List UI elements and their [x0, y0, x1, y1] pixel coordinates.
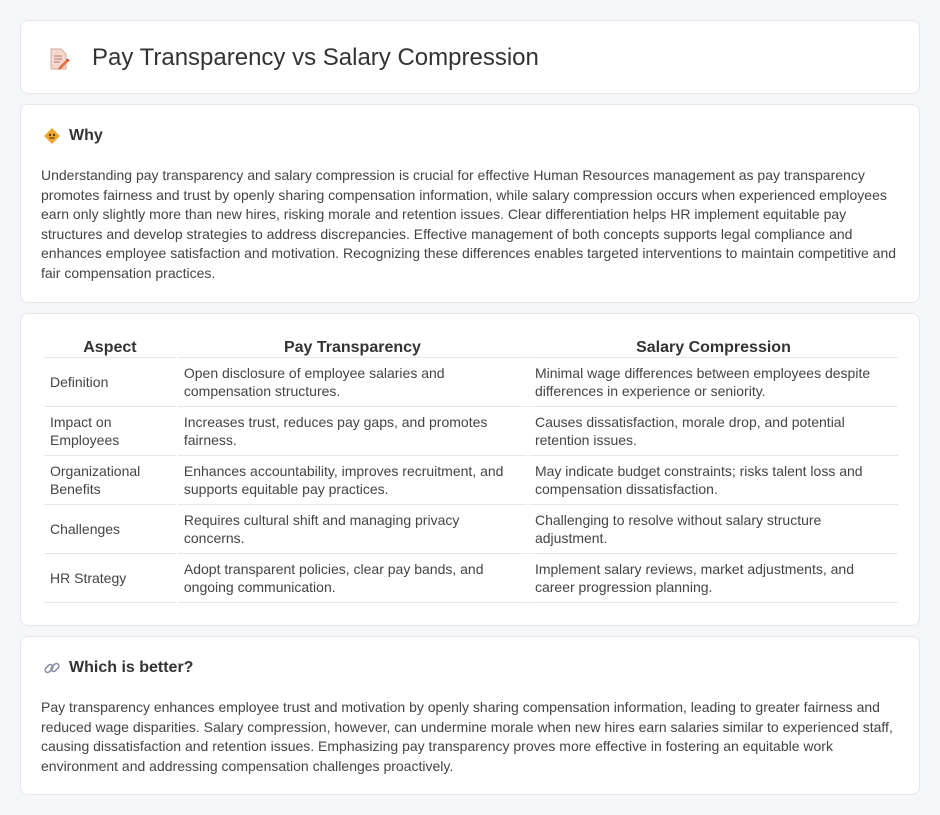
pay-transparency-cell: Increases trust, reduces pay gaps, and promotes fairness. [178, 407, 527, 456]
why-section [20, 104, 920, 303]
table-row [44, 456, 898, 505]
table-header-row [44, 336, 898, 358]
salary-compression-cell: May indicate budget constraints; risks talent loss and compensation dissatisfaction. [529, 456, 898, 505]
salary-compression-cell: Minimal wage differences between employees despite differences in experience or seniority. [529, 358, 898, 407]
comparison-card [20, 313, 920, 626]
aspect-cell: Definition [44, 358, 176, 407]
table-row [44, 407, 898, 456]
pay-transparency-cell: Requires cultural shift and managing privacy concerns. [178, 505, 527, 554]
which-is-better-section [20, 636, 920, 795]
link-icon [43, 659, 61, 677]
aspect-cell: Challenges [44, 505, 176, 554]
salary-compression-cell: Implement salary reviews, market adjustments, and career progression planning. [529, 554, 898, 603]
document-pencil-icon [48, 47, 70, 71]
header-pay-transparency: Pay Transparency [178, 336, 527, 358]
comparison-table [42, 336, 900, 603]
pay-transparency-cell: Open disclosure of employee salaries and compensation structures. [178, 358, 527, 407]
diamond-warning-icon [43, 127, 61, 145]
why-text: Understanding pay transparency and salary compression is crucial for effective Human Resources management as pay transparency promotes fairness and trust by openly sharing compensation information, while salary compression occurs when experienced employees earn only slightly more than new hires, risking morale and retention issues. Clear differentiation helps HR implement equitable pay structures and develop strategies to address discrepancies. Effective management of both concepts supports legal compliance and enhances employee satisfaction and motivation. Recognizing these differences enables targeted interventions to maintain competitive and fair compensation practices. [41, 167, 897, 281]
why-title: Why [69, 127, 103, 144]
pay-transparency-cell: Enhances accountability, improves recruitment, and supports equitable pay practices. [178, 456, 527, 505]
aspect-cell: Organizational Benefits [44, 456, 176, 505]
aspect-cell: Impact on Employees [44, 407, 176, 456]
table-row [44, 505, 898, 554]
better-heading [43, 659, 193, 677]
header-aspect: Aspect [44, 336, 176, 358]
header-salary-compression: Salary Compression [529, 336, 898, 358]
why-heading [43, 127, 103, 145]
table-row [44, 358, 898, 407]
page-title: Pay Transparency vs Salary Compression [92, 44, 539, 71]
salary-compression-cell: Challenging to resolve without salary structure adjustment. [529, 505, 898, 554]
better-title: Which is better? [69, 659, 194, 676]
header-card [20, 20, 920, 94]
pay-transparency-cell: Adopt transparent policies, clear pay bands, and ongoing communication. [178, 554, 527, 603]
table-row [44, 554, 898, 603]
aspect-cell: HR Strategy [44, 554, 176, 603]
salary-compression-cell: Causes dissatisfaction, morale drop, and potential retention issues. [529, 407, 898, 456]
better-text: Pay transparency enhances employee trust and motivation by openly sharing compensation information, leading to greater fairness and reduced wage disparities. Salary compression, however, can undermine morale when new hires earn salaries similar to experienced staff, causing dissatisfaction and retention issues. Emphasizing pay transparency proves more effective in fostering an equitable work environment and addressing compensation challenges proactively. [41, 699, 893, 774]
